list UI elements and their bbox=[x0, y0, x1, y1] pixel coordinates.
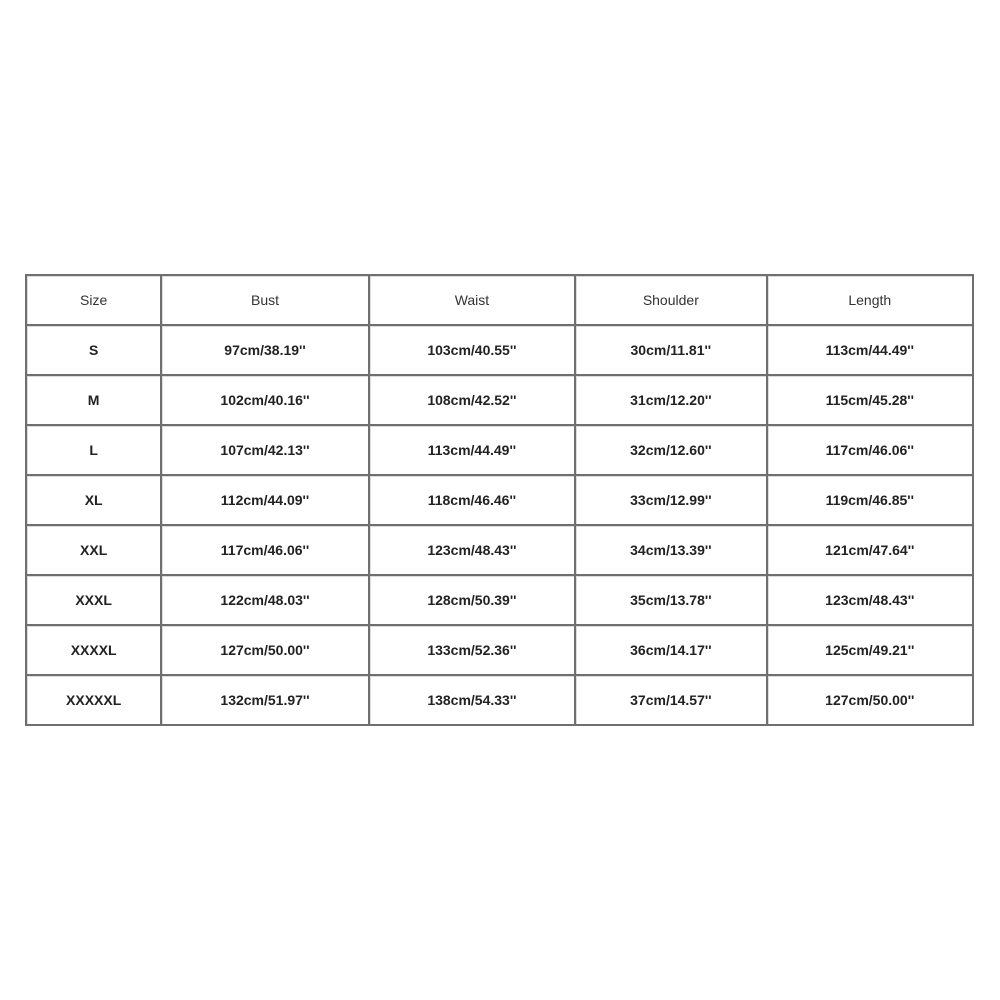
bust-cell: 127cm/50.00'' bbox=[161, 625, 368, 675]
length-cell: 117cm/46.06'' bbox=[767, 425, 973, 475]
length-cell: 115cm/45.28'' bbox=[767, 375, 973, 425]
waist-cell: 108cm/42.52'' bbox=[369, 375, 575, 425]
length-cell: 125cm/49.21'' bbox=[767, 625, 973, 675]
size-cell: M bbox=[26, 375, 161, 425]
waist-cell: 123cm/48.43'' bbox=[369, 525, 575, 575]
bust-cell: 97cm/38.19'' bbox=[161, 325, 368, 375]
waist-cell: 103cm/40.55'' bbox=[369, 325, 575, 375]
waist-cell: 138cm/54.33'' bbox=[369, 675, 575, 725]
bust-cell: 122cm/48.03'' bbox=[161, 575, 368, 625]
size-chart-table bbox=[25, 274, 974, 726]
length-cell: 121cm/47.64'' bbox=[767, 525, 973, 575]
header-row bbox=[26, 275, 973, 325]
waist-cell: 113cm/44.49'' bbox=[369, 425, 575, 475]
header-length: Length bbox=[767, 275, 973, 325]
waist-cell: 133cm/52.36'' bbox=[369, 625, 575, 675]
shoulder-cell: 32cm/12.60'' bbox=[575, 425, 766, 475]
shoulder-cell: 31cm/12.20'' bbox=[575, 375, 766, 425]
table-row bbox=[26, 425, 973, 475]
bust-cell: 107cm/42.13'' bbox=[161, 425, 368, 475]
table-row bbox=[26, 675, 973, 725]
size-cell: XXL bbox=[26, 525, 161, 575]
bust-cell: 102cm/40.16'' bbox=[161, 375, 368, 425]
shoulder-cell: 34cm/13.39'' bbox=[575, 525, 766, 575]
bust-cell: 112cm/44.09'' bbox=[161, 475, 368, 525]
size-cell: L bbox=[26, 425, 161, 475]
size-cell: XL bbox=[26, 475, 161, 525]
table-row bbox=[26, 325, 973, 375]
table-row bbox=[26, 625, 973, 675]
size-cell: XXXXL bbox=[26, 625, 161, 675]
table-row bbox=[26, 375, 973, 425]
shoulder-cell: 36cm/14.17'' bbox=[575, 625, 766, 675]
waist-cell: 118cm/46.46'' bbox=[369, 475, 575, 525]
shoulder-cell: 33cm/12.99'' bbox=[575, 475, 766, 525]
length-cell: 123cm/48.43'' bbox=[767, 575, 973, 625]
shoulder-cell: 30cm/11.81'' bbox=[575, 325, 766, 375]
header-waist: Waist bbox=[369, 275, 575, 325]
length-cell: 119cm/46.85'' bbox=[767, 475, 973, 525]
bust-cell: 132cm/51.97'' bbox=[161, 675, 368, 725]
size-cell: XXXXXL bbox=[26, 675, 161, 725]
waist-cell: 128cm/50.39'' bbox=[369, 575, 575, 625]
length-cell: 113cm/44.49'' bbox=[767, 325, 973, 375]
bust-cell: 117cm/46.06'' bbox=[161, 525, 368, 575]
table-row bbox=[26, 575, 973, 625]
table-row bbox=[26, 525, 973, 575]
header-size: Size bbox=[26, 275, 161, 325]
header-bust: Bust bbox=[161, 275, 368, 325]
size-cell: S bbox=[26, 325, 161, 375]
header-shoulder: Shoulder bbox=[575, 275, 766, 325]
size-cell: XXXL bbox=[26, 575, 161, 625]
length-cell: 127cm/50.00'' bbox=[767, 675, 973, 725]
shoulder-cell: 35cm/13.78'' bbox=[575, 575, 766, 625]
shoulder-cell: 37cm/14.57'' bbox=[575, 675, 766, 725]
table-row bbox=[26, 475, 973, 525]
